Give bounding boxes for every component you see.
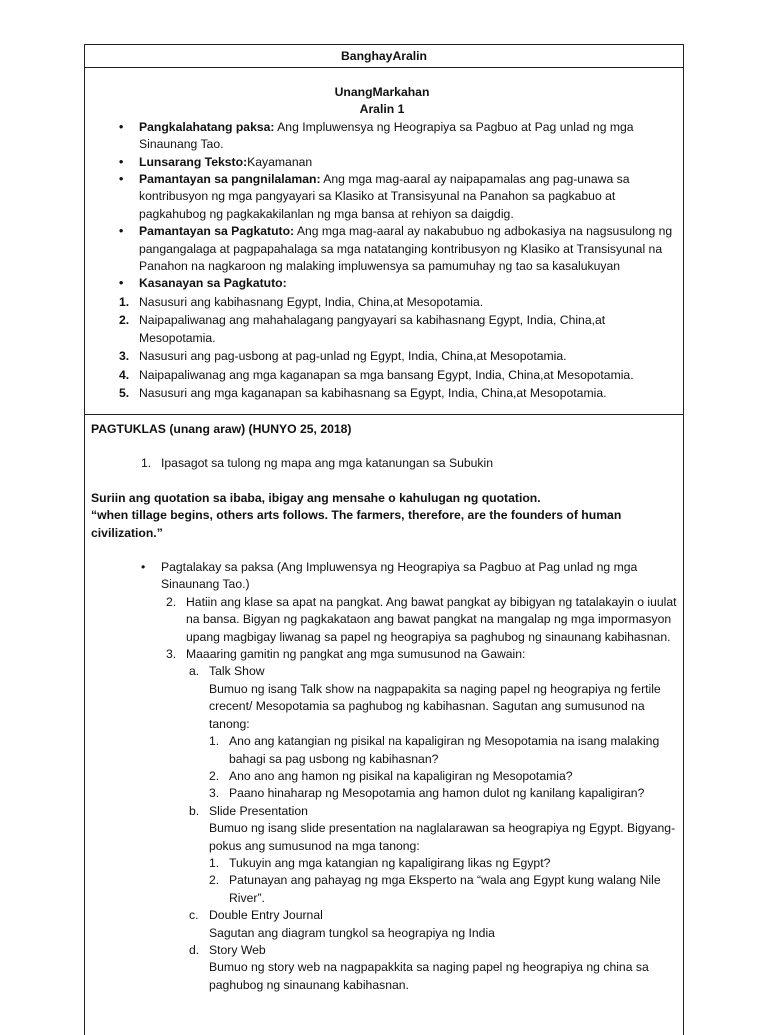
objective-item: 4. Naipapaliwanag ang mga kaganapan sa mga bansang Egypt, India, China,at Mesopotamia. — [119, 367, 634, 382]
quote-text: “when tillage begins, others arts follows. The farmers, therefore, are the founders of human civilization.” — [91, 508, 622, 540]
quote-instruction: Suriin ang quotation sa ibaba, ibigay ang mensahe o kahulugan ng quotation. — [91, 490, 541, 505]
lesson-plan-table — [84, 44, 684, 1035]
explore-step-1: 1. Ipasagot sa tulong ng mapa ang mga katanungan sa Subukin — [141, 456, 494, 471]
activity-description: Bumuo ng isang Talk show na nagpapakita sa naging papel ng heograpiya ng fertile crecent/ Mesopotamia sa paghubog ng kabihasnan. Sagutan ang sumusunod na tanong: — [209, 681, 661, 731]
objective-item: 5. Nasusuri ang mga kaganapan sa kabihasnang sa Egypt, India, China,at Mesopotamia. — [119, 385, 607, 400]
explore-step-2: 2. Hatiin ang klase sa apat na pangkat. Ang bawat pangkat ay bibigyan ng tatalakayin o iuulat na bansa. Bigyan ng pagkakataon ang bawat pangkat na mangalap ng mga impormasyon upang magbigay liwanag sa papel ng heograpiya sa paghubog ng sinaunang kabihasnan. — [166, 594, 677, 644]
activity-slide-presentation: b. Slide Presentation — [189, 803, 308, 818]
document-title: BanghayAralin — [85, 45, 683, 68]
activity-question: 2. Ano ano ang hamon ng pisikal na kapaligiran ng Mesopotamia? — [209, 768, 573, 783]
activity-talk-show: a. Talk Show — [189, 664, 265, 679]
activity-description: Sagutan ang diagram tungkol sa heograpiya ng India — [209, 925, 495, 940]
activity-description: Bumuo ng isang slide presentation na naglalarawan sa heograpiya ng Egypt. Bigyang-pokus ang sumusunod na mga tanong: — [209, 821, 676, 853]
lesson-bullets — [91, 119, 673, 293]
activity-question: 1. Tukuyin ang mga katangian ng kapaligirang likas ng Egypt? — [209, 855, 551, 870]
quarter-heading: UnangMarkahan — [334, 85, 430, 99]
activity-question: 1. Ano ang katangian ng pisikal na kapaligiran ng Mesopotamia na isang malaking bahagi sa pag usbong ng kabihasnan? — [209, 734, 660, 766]
bullet-text: • Lunsarang Teksto:Kayamanan — [91, 154, 673, 171]
bullet-learning-skills: • Kasanayan sa Pagkatuto: — [91, 275, 673, 292]
objective-item: 3. Nasusuri ang pag-usbong at pag-unlad ng Egypt, India, China,at Mesopotamia. — [119, 349, 567, 364]
bullet-content-standard: • Pamantayan sa pangnilalaman: Ang mga mag-aaral ay naipapamalas ang pag-unawa sa kontribusyon ng mga pangyayari sa Klasiko at Transisyunal na Panahon sa pagkabuo at pagkahubog ng pagkakakilanlan ng mga bansa at rehiyon sa daigdig. — [91, 171, 673, 223]
explore-heading: PAGTUKLAS (unang araw) (HUNYO 25, 2018) — [91, 422, 352, 436]
bullet-general-topic: • Pangkalahatang paksa: Ang Impluwensya ng Heograpiya sa Pagbuo at Pag unlad ng mga Sinaunang Tao. — [91, 119, 673, 154]
activity-question: 3. Paano hinaharap ng Mesopotamia ang hamon dulot ng kanilang kapaligiran? — [209, 786, 645, 801]
lesson-number: Aralin 1 — [359, 102, 405, 117]
activity-story-web: d. Story Web — [189, 942, 266, 957]
explore-step-3: 3. Maaaring gamitin ng pangkat ang mga sumusunod na Gawain: — [166, 647, 526, 662]
objective-item: 2. Naipapaliwanag ang mahahalagang pangyayari sa kabihasnang Egypt, India, China,at Mesopotamia. — [119, 313, 606, 345]
bullet-learning-standard: • Pamantayan sa Pagkatuto: Ang mga mag-aaral ay nakabubuo ng adbokasiya na nagsusulong ng pangangalaga at pagpapahalaga sa mga natatanging kontribusyon ng Klasiko at Transisyunal na Panahon na nagkaroon ng malaking impluwensya sa pamumuhay ng tao sa kasalukuyan — [91, 223, 673, 275]
activity-description: Bumuo ng story web na nagpapakkita sa naging papel ng heograpiya ng china sa paghubog ng sinaunang kabihasnan. — [209, 960, 649, 992]
activity-double-entry-journal: c. Double Entry Journal — [189, 908, 323, 923]
lesson-overview-cell — [85, 68, 683, 415]
explore-cell — [85, 415, 683, 1035]
objectives-list — [91, 294, 673, 402]
discussion-bullet: • Pagtalakay sa paksa (Ang Impluwensya ng Heograpiya sa Pagbuo at Pag unlad ng mga Sinaunang Tao.) — [141, 560, 638, 592]
activity-question: 2. Patunayan ang pahayag ng mga Eksperto na “wala ang Egypt kung walang Nile River”. — [209, 873, 661, 905]
objective-item: 1. Nasusuri ang kabihasnang Egypt, India, China,at Mesopotamia. — [119, 294, 484, 309]
